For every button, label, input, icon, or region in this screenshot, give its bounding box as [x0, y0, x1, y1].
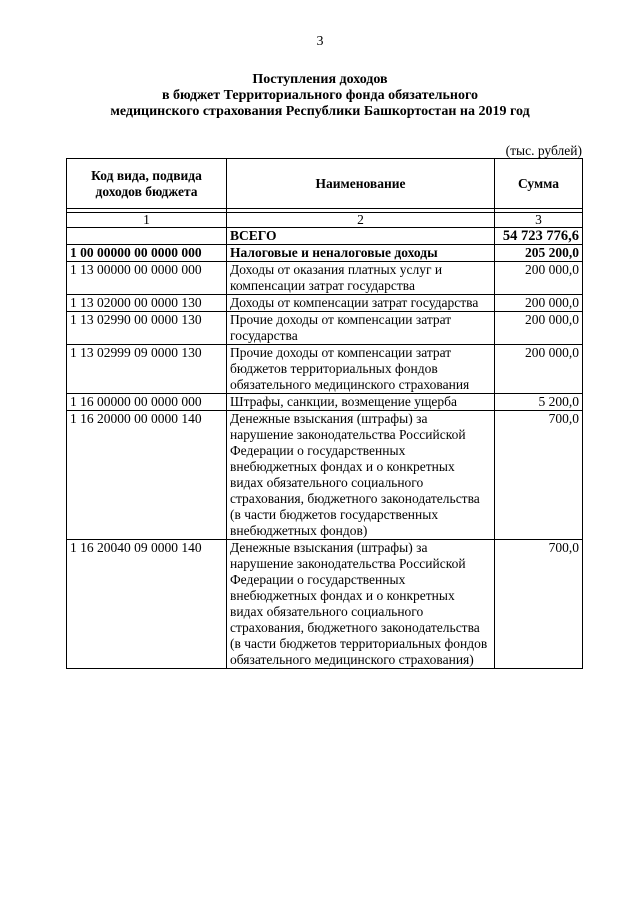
table-row [67, 411, 583, 540]
header-sum: Сумма [495, 159, 583, 209]
header-code-line-1: Код вида, подвида [91, 167, 202, 183]
total-code [67, 228, 227, 245]
header-name: Наименование [227, 159, 495, 209]
row-name: Доходы от оказания платных услуг и компенсации затрат государства [227, 262, 495, 295]
table-row [67, 245, 583, 262]
table-row [67, 312, 583, 345]
row-sum: 700,0 [495, 411, 583, 540]
unit-label: (тыс. рублей) [505, 143, 582, 158]
column-number-3: 3 [495, 213, 583, 228]
row-name: Штрафы, санкции, возмещение ущерба [227, 394, 495, 411]
row-code: 1 13 02000 00 0000 130 [67, 295, 227, 312]
header-code [67, 159, 227, 209]
row-code: 1 16 00000 00 0000 000 [67, 394, 227, 411]
row-code: 1 13 00000 00 0000 000 [67, 262, 227, 295]
income-table [66, 158, 583, 669]
title-line-2: в бюджет Территориального фонда обязательного [161, 88, 478, 103]
row-sum: 200 000,0 [495, 345, 583, 394]
row-code: 1 16 20000 00 0000 140 [67, 411, 227, 540]
column-number-row [67, 213, 583, 228]
table-row [67, 540, 583, 669]
table-row [67, 394, 583, 411]
header-row [67, 159, 583, 209]
row-name: Доходы от компенсации затрат государства [227, 295, 495, 312]
document-title [70, 72, 570, 120]
row-code: 1 13 02999 09 0000 130 [67, 345, 227, 394]
page-number: 3 [316, 34, 324, 49]
row-sum: 5 200,0 [495, 394, 583, 411]
column-number-2: 2 [227, 213, 495, 228]
row-sum: 200 000,0 [495, 312, 583, 345]
row-sum: 200 000,0 [495, 262, 583, 295]
row-name: Прочие доходы от компенсации затрат бюджетов территориальных фондов обязательного медицинского страхования [227, 345, 495, 394]
row-name: Налоговые и неналоговые доходы [227, 245, 495, 262]
title-line-1: Поступления доходов [252, 72, 388, 87]
row-name: Прочие доходы от компенсации затрат государства [227, 312, 495, 345]
row-sum: 205 200,0 [495, 245, 583, 262]
total-sum: 54 723 776,6 [495, 228, 583, 245]
total-label: ВСЕГО [227, 228, 495, 245]
title-line-3: медицинского страхования Республики Башкортостан на 2019 год [110, 104, 530, 119]
column-number-1: 1 [67, 213, 227, 228]
table-row [67, 262, 583, 295]
total-row [67, 228, 583, 245]
table-row [67, 295, 583, 312]
row-code: 1 16 20040 09 0000 140 [67, 540, 227, 669]
row-sum: 200 000,0 [495, 295, 583, 312]
row-sum: 700,0 [495, 540, 583, 669]
table-row [67, 345, 583, 394]
row-name: Денежные взыскания (штрафы) за нарушение законодательства Российской Федерации о государственных внебюджетных фондах и о конкретных видах обязательного социального страхования, бюджетного законодательства (в части бюджетов государственных внебюджетных фондов) [227, 411, 495, 540]
row-name: Денежные взыскания (штрафы) за нарушение законодательства Российской Федерации о государственных внебюджетных фондах и о конкретных видах обязательного социального страхования, бюджетного законодательства (в части бюджетов территориальных фондов обязательного медицинского страхования) [227, 540, 495, 669]
row-code: 1 13 02990 00 0000 130 [67, 312, 227, 345]
header-code-line-2: доходов бюджета [95, 183, 198, 199]
row-code: 1 00 00000 00 0000 000 [67, 245, 227, 262]
